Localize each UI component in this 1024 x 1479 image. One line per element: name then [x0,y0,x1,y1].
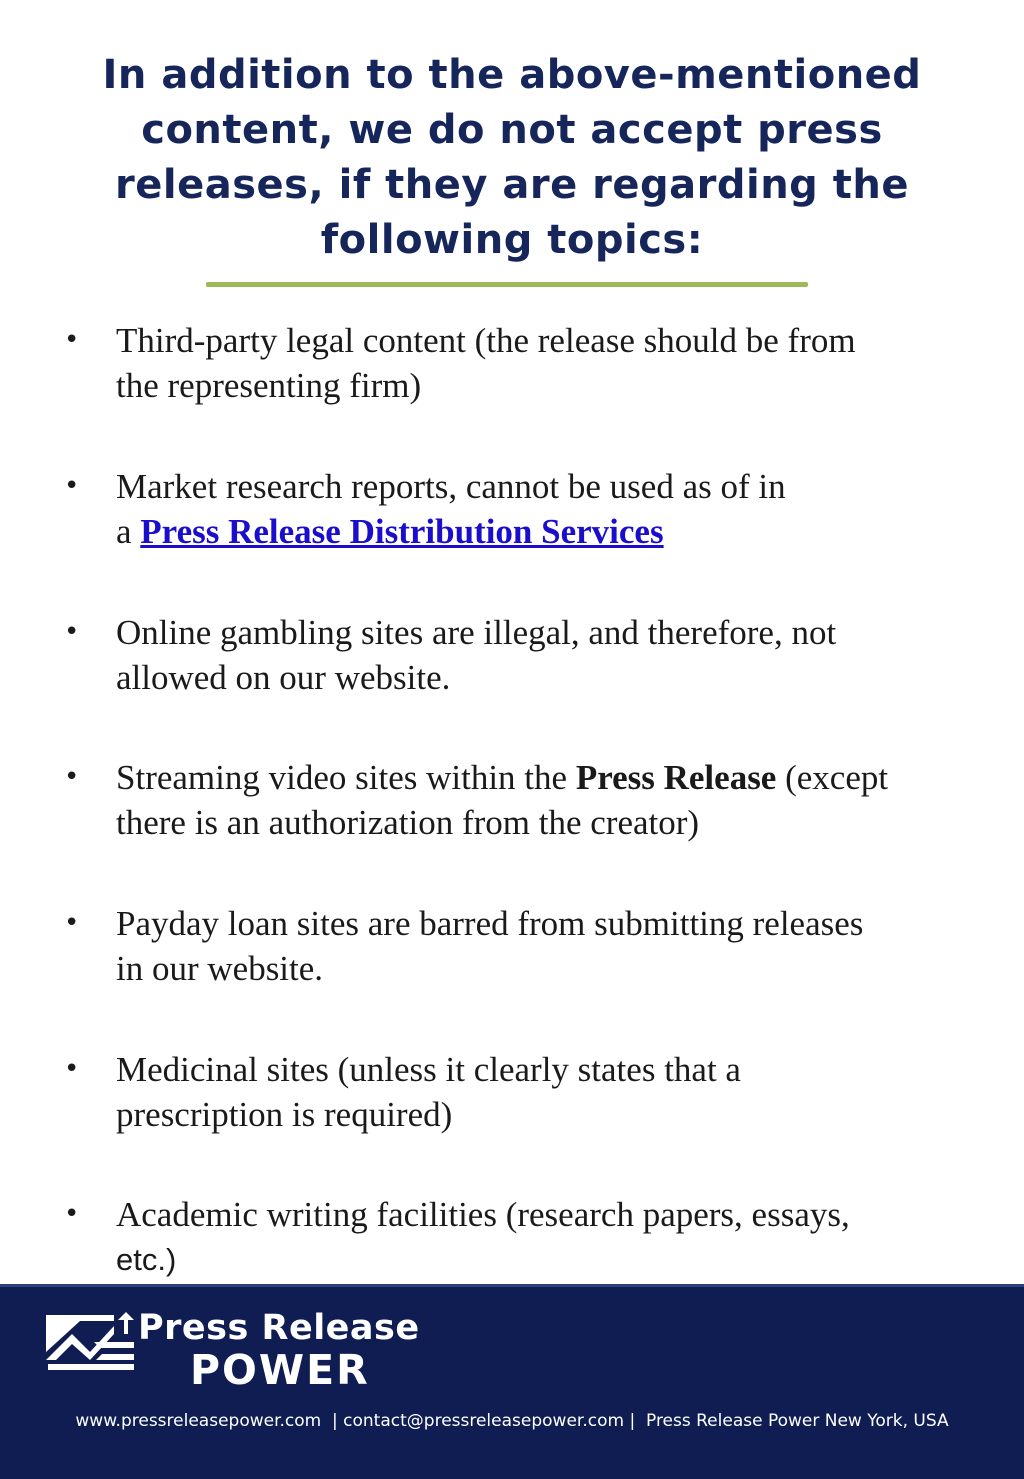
press-release-distribution-link[interactable]: Press Release Distribution Services [140,512,664,551]
list-item-line: Online gambling sites are illegal, and therefore, not [116,613,837,652]
list-item-line: Third-party legal content (the release should be from [116,321,856,360]
title-line: releases, if they are regarding the [115,162,909,208]
list-item-line: Medicinal sites (unless it clearly states that a [116,1050,741,1089]
logo-wordmark-line2: POWER [190,1346,370,1394]
bullet-icon: • [64,471,80,501]
bold-term: Press Release [575,758,777,797]
list-item-text [116,464,966,554]
list-item-line: etc.) [116,1242,177,1277]
list-item-line: Market research reports, cannot be used as of in [116,467,786,506]
list-item-line: Payday loan sites are barred from submitting releases [116,904,864,943]
footer-divider [0,1284,1024,1287]
footer-contact-info: www.pressreleasepower.com | contact@pressreleasepower.com | Press Release Power New York, USA [75,1411,949,1431]
list-item-line [116,755,966,800]
list-item-prefix: Streaming video sites within the [116,758,576,797]
bullet-icon: • [64,325,80,355]
press-release-power-logo-icon [44,1312,136,1374]
list-item-text [116,901,966,991]
bullet-icon: • [64,617,80,647]
list-item-text [116,610,966,700]
list-item-text [116,755,966,845]
list-item-suffix: (except [776,758,889,797]
title-divider [206,282,808,287]
logo-wordmark-line1: Press Release [138,1308,420,1348]
bullet-icon: • [64,762,80,792]
list-item-prefix: a [116,512,141,551]
list-item-line: there is an authorization from the creator) [116,803,700,842]
list-item-line: the representing firm) [116,366,422,405]
list-item-line [116,509,966,554]
list-item-line: Academic writing facilities (research papers, essays, [116,1195,850,1234]
footer-banner [0,1284,1024,1479]
list-item-line: allowed on our website. [116,658,451,697]
bullet-icon: • [64,908,80,938]
list-item-text [116,318,966,408]
list-item-text [116,1192,966,1282]
page-title [60,48,964,268]
title-line: In addition to the above-mentioned [102,52,922,98]
list-item-line: prescription is required) [116,1095,453,1134]
title-line: following topics: [320,217,704,263]
bullet-icon: • [64,1054,80,1084]
title-line: content, we do not accept press [141,107,883,153]
list-item-line: in our website. [116,949,324,988]
bullet-icon: • [64,1199,80,1229]
list-item-text [116,1047,966,1137]
